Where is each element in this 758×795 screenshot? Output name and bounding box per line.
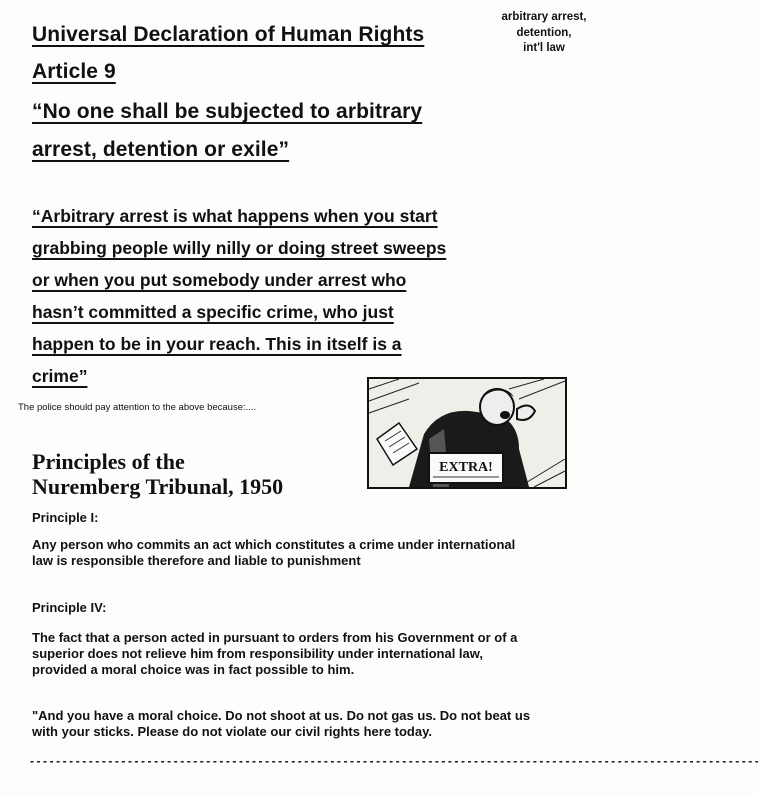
page-title: Universal Declaration of Human Rights — [32, 23, 425, 46]
quote-line: happen to be in your reach. This in itself is a — [32, 334, 402, 354]
quote-line: or when you put somebody under arrest who — [32, 270, 407, 290]
nuremberg-title-line: Principles of the — [32, 449, 185, 474]
closing-quote: "And you have a moral choice. Do not shoot at us. Do not gas us. Do not beat us with your sticks. Please do not violate our civil rights here today. — [32, 708, 531, 739]
article-quote-line-1: “No one shall be subjected to arbitrary — [32, 100, 423, 123]
article-quote-line-2: arrest, detention or exile” — [32, 138, 290, 161]
newsboy-extra-icon — [369, 379, 565, 487]
quote-line: crime” — [32, 366, 88, 386]
nuremberg-title — [32, 449, 283, 500]
principle-4-label: Principle IV: — [32, 600, 107, 615]
divider-line: - - - - - - - - - - - - - - - - - - - - - - - - - - - - - - - - - - - - - - - - - - - - - - - - - - - - - - - - - - - - - - - - - - - - - - - - - - - - - - - - - - - - - - - - - - - - - - - - - - - - - - - - - - - - - - - - — [30, 754, 758, 768]
police-note: The police should pay attention to the above because:.... — [18, 402, 257, 413]
article-heading: Article 9 — [32, 60, 116, 83]
principle-1-text: Any person who commits an act which constitutes a crime under international law is responsible therefore and liable to punishment — [32, 537, 516, 568]
nuremberg-title-line: Nuremberg Tribunal, 1950 — [32, 474, 284, 500]
corner-note-line: int'l law — [523, 42, 565, 55]
corner-note-line: detention, — [516, 26, 572, 39]
corner-note-line: arbitrary arrest, — [501, 11, 587, 23]
newspaper-headline: EXTRA! — [439, 460, 493, 475]
corner-note — [484, 10, 604, 57]
newsboy-illustration — [367, 377, 567, 489]
quote-line: hasn’t committed a specific crime, who just — [32, 302, 394, 322]
quote-line: “Arbitrary arrest is what happens when you start — [32, 206, 438, 226]
quote-line: grabbing people willy nilly or doing street sweeps — [32, 238, 447, 258]
principle-4-text: The fact that a person acted in pursuant to orders from his Government or of a superior does not relieve him from responsibility under international law, provided a moral choice was in fact possible to him. — [32, 630, 518, 677]
principle-1-label: Principle I: — [32, 510, 99, 525]
